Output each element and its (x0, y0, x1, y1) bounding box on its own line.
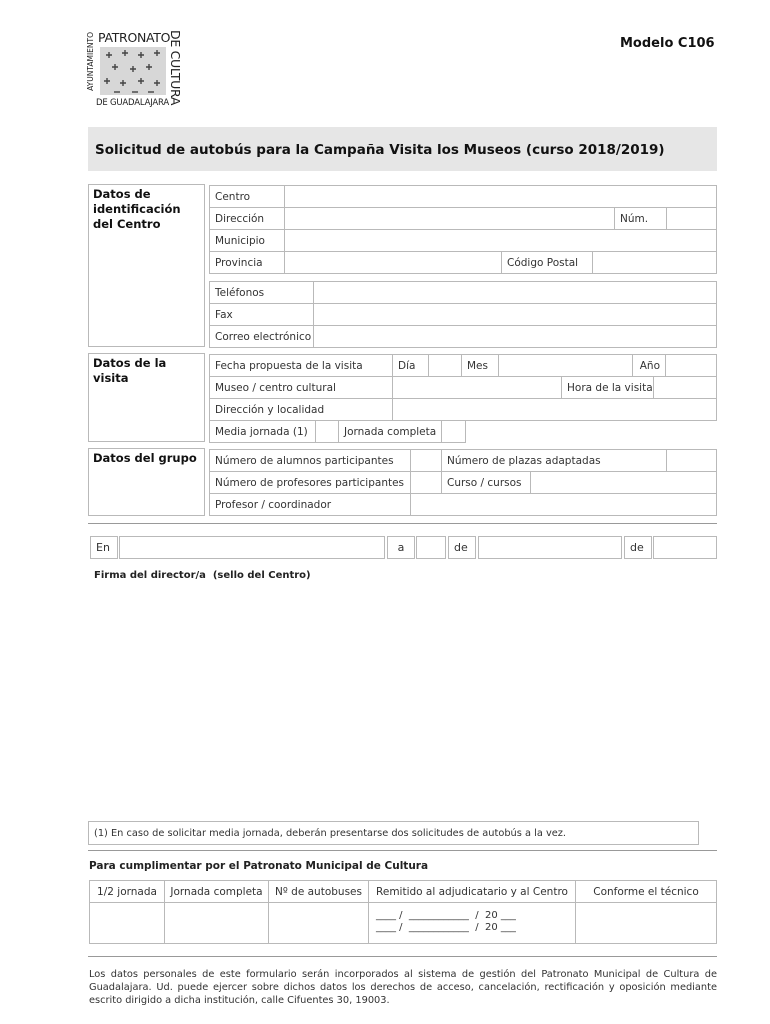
dia-label: Día (392, 354, 429, 377)
hora-label: Hora de la visita (561, 376, 654, 399)
dia-firma-input[interactable] (416, 536, 446, 559)
de-label-2: de (624, 536, 652, 559)
telefonos-label: Teléfonos (209, 281, 314, 304)
conforme-cell[interactable] (575, 902, 717, 944)
dia-input[interactable] (428, 354, 462, 377)
col-remitido: Remitido al adjudicatario y al Centro (368, 880, 576, 903)
jornada-completa-checkbox[interactable] (441, 420, 466, 443)
autobuses-cell[interactable] (268, 902, 369, 944)
patronato-heading: Para cumplimentar por el Patronato Municipal de Cultura (89, 860, 429, 872)
direccion-localidad-label: Dirección y localidad (209, 398, 393, 421)
alumnos-input[interactable] (410, 449, 442, 472)
logo-text-right: DE CULTURA (168, 30, 183, 106)
mes-firma-input[interactable] (478, 536, 622, 559)
correo-label: Correo electrónico (209, 325, 314, 348)
museo-label: Museo / centro cultural (209, 376, 393, 399)
logo (86, 30, 190, 112)
col-jornada-completa: Jornada completa (164, 880, 269, 903)
section-visita-label: Datos de la visita (93, 356, 167, 385)
jornada-completa-label: Jornada completa (338, 420, 442, 443)
num-label: Núm. (614, 207, 667, 230)
telefonos-input[interactable] (313, 281, 717, 304)
codigo-postal-label: Código Postal (501, 251, 593, 274)
page-title: Solicitud de autobús para la Campaña Visita los Museos (curso 2018/2019) (95, 142, 665, 158)
media-jornada-checkbox[interactable] (315, 420, 339, 443)
media-jornada-cell[interactable] (89, 902, 165, 944)
profesores-label: Número de profesores participantes (209, 471, 411, 494)
direccion-label: Dirección (209, 207, 285, 230)
de-label-1: de (448, 536, 476, 559)
provincia-label: Provincia (209, 251, 285, 274)
museo-input[interactable] (392, 376, 562, 399)
fax-label: Fax (209, 303, 314, 326)
profesor-label: Profesor / coordinador (209, 493, 411, 516)
centro-label: Centro (209, 185, 285, 208)
remitido-date-2: ____ / ____________ / 20 ___ (376, 922, 516, 933)
section-grupo-label: Datos del grupo (93, 451, 197, 465)
en-label: En (90, 536, 118, 559)
col-media-jornada: 1/2 jornada (89, 880, 165, 903)
plazas-input[interactable] (666, 449, 717, 472)
footer-privacy: Los datos personales de este formulario serán incorporados al sistema de gestión del Patronato Municipal de Cultura de Guadalajara. Ud. puede ejercer sobre dichos datos los derechos de acceso, cancelación, rectificación y oposición mediante escrito dirigido a dicha institución, calle Cifuentes 30, 19003. (89, 969, 717, 1006)
curso-input[interactable] (530, 471, 717, 494)
correo-input[interactable] (313, 325, 717, 348)
section-centro-label: Datos de identificación del Centro (93, 187, 181, 231)
num-input[interactable] (666, 207, 717, 230)
municipio-input[interactable] (284, 229, 717, 252)
col-conforme: Conforme el técnico (575, 880, 717, 903)
alumnos-label: Número de alumnos participantes (209, 449, 411, 472)
codigo-postal-input[interactable] (592, 251, 717, 274)
logo-text-top: PATRONATO (98, 30, 171, 45)
ano-input[interactable] (665, 354, 717, 377)
a-label: a (387, 536, 415, 559)
plazas-label: Número de plazas adaptadas (441, 449, 667, 472)
model-code: Modelo C106 (620, 36, 715, 51)
col-autobuses: Nº de autobuses (268, 880, 369, 903)
logo-text-bottom: DE GUADALAJARA (96, 98, 169, 108)
ano-firma-input[interactable] (653, 536, 717, 559)
provincia-input[interactable] (284, 251, 502, 274)
media-jornada-label: Media jornada (1) (209, 420, 316, 443)
direccion-input[interactable] (284, 207, 615, 230)
divider (88, 523, 717, 524)
ano-label: Año (632, 354, 666, 377)
fax-input[interactable] (313, 303, 717, 326)
lugar-input[interactable] (119, 536, 385, 559)
municipio-label: Municipio (209, 229, 285, 252)
jornada-completa-cell[interactable] (164, 902, 269, 944)
logo-text-left: AYUNTAMIENTO (86, 32, 95, 91)
remitido-date-1: ____ / ____________ / 20 ___ (376, 910, 516, 921)
mes-label: Mes (461, 354, 499, 377)
curso-label: Curso / cursos (441, 471, 531, 494)
direccion-localidad-input[interactable] (392, 398, 717, 421)
nota-box: (1) En caso de solicitar media jornada, deberán presentarse dos solicitudes de autobús a la vez. (88, 821, 699, 845)
divider-2 (88, 850, 717, 851)
mes-input[interactable] (498, 354, 633, 377)
hora-input[interactable] (653, 376, 717, 399)
profesores-input[interactable] (410, 471, 442, 494)
fecha-label: Fecha propuesta de la visita (209, 354, 393, 377)
firma-label: Firma del director/a (sello del Centro) (94, 570, 311, 581)
logo-pattern-icon (100, 47, 166, 95)
profesor-input[interactable] (410, 493, 717, 516)
divider-3 (88, 956, 717, 957)
centro-input[interactable] (284, 185, 717, 208)
